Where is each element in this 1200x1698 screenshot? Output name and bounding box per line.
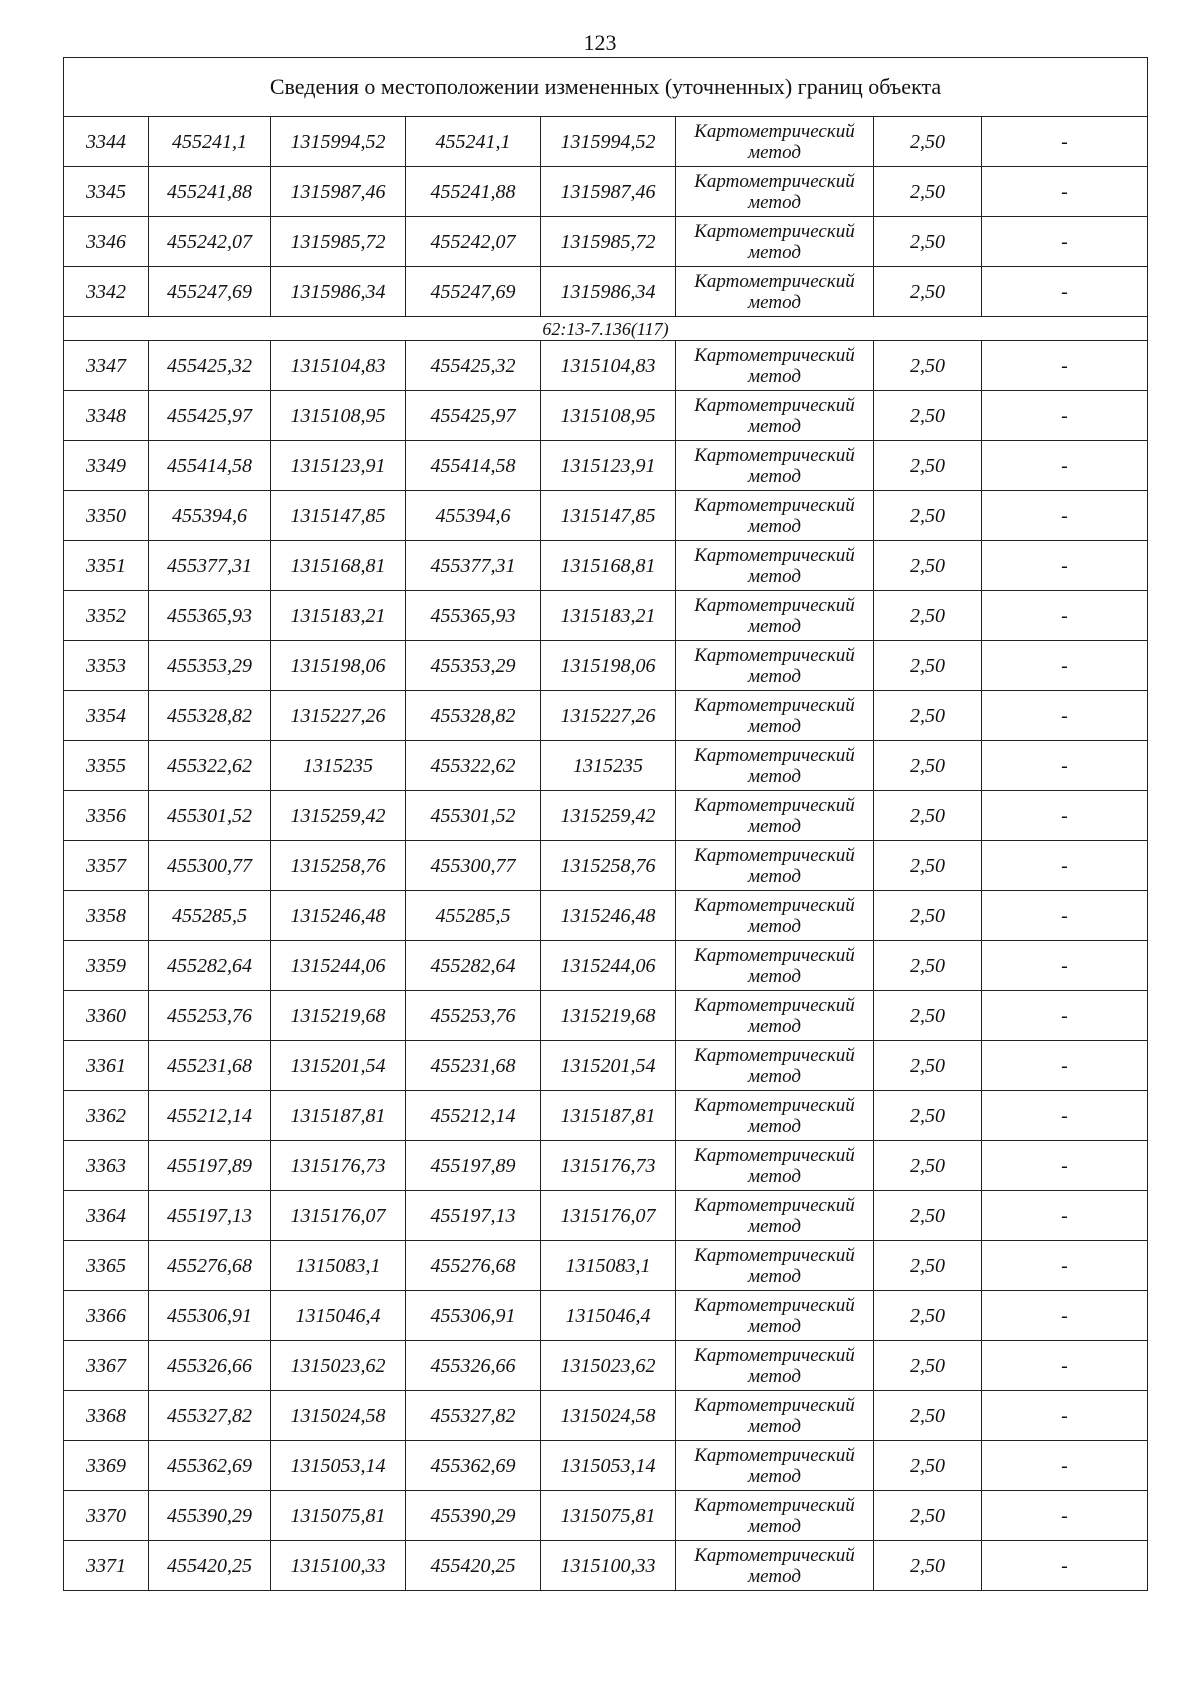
table-title: Сведения о местоположении измененных (уточненных) границ объекта: [64, 58, 1148, 117]
point-number-cell: 3355: [64, 741, 149, 791]
method-cell: Картометрический метод: [676, 217, 874, 267]
y-existing-cell: 1315147,85: [271, 491, 406, 541]
y-existing-cell: 1315201,54: [271, 1041, 406, 1091]
x-new-cell: 455212,14: [406, 1091, 541, 1141]
y-existing-cell: 1315187,81: [271, 1091, 406, 1141]
table-row: [64, 167, 1148, 217]
method-cell: Картометрический метод: [676, 1091, 874, 1141]
y-existing-cell: 1315100,33: [271, 1541, 406, 1591]
x-new-cell: 455282,64: [406, 941, 541, 991]
section-row: [64, 317, 1148, 341]
y-new-cell: 1315227,26: [541, 691, 676, 741]
accuracy-cell: 2,50: [874, 541, 982, 591]
x-existing-cell: 455285,5: [149, 891, 271, 941]
accuracy-cell: 2,50: [874, 391, 982, 441]
point-number-cell: 3369: [64, 1441, 149, 1491]
x-new-cell: 455365,93: [406, 591, 541, 641]
method-cell: Картометрический метод: [676, 341, 874, 391]
x-existing-cell: 455241,1: [149, 117, 271, 167]
method-cell: Картометрический метод: [676, 941, 874, 991]
accuracy-cell: 2,50: [874, 1391, 982, 1441]
table-row: [64, 341, 1148, 391]
accuracy-cell: 2,50: [874, 167, 982, 217]
point-number-cell: 3357: [64, 841, 149, 891]
table-row: [64, 1391, 1148, 1441]
y-new-cell: 1315168,81: [541, 541, 676, 591]
y-new-cell: 1315258,76: [541, 841, 676, 891]
x-new-cell: 455301,52: [406, 791, 541, 841]
method-cell: Картометрический метод: [676, 1291, 874, 1341]
y-existing-cell: 1315259,42: [271, 791, 406, 841]
table-row: [64, 491, 1148, 541]
y-existing-cell: 1315258,76: [271, 841, 406, 891]
x-existing-cell: 455276,68: [149, 1241, 271, 1291]
x-existing-cell: 455353,29: [149, 641, 271, 691]
accuracy-cell: 2,50: [874, 1541, 982, 1591]
note-cell: -: [982, 1241, 1148, 1291]
point-number-cell: 3348: [64, 391, 149, 441]
point-number-cell: 3370: [64, 1491, 149, 1541]
y-existing-cell: 1315075,81: [271, 1491, 406, 1541]
point-number-cell: 3356: [64, 791, 149, 841]
y-existing-cell: 1315246,48: [271, 891, 406, 941]
method-cell: Картометрический метод: [676, 991, 874, 1041]
y-new-cell: 1315187,81: [541, 1091, 676, 1141]
method-cell: Картометрический метод: [676, 391, 874, 441]
accuracy-cell: 2,50: [874, 441, 982, 491]
method-cell: Картометрический метод: [676, 1391, 874, 1441]
table-row: [64, 1191, 1148, 1241]
method-cell: Картометрический метод: [676, 791, 874, 841]
x-new-cell: 455390,29: [406, 1491, 541, 1541]
x-new-cell: 455231,68: [406, 1041, 541, 1091]
note-cell: -: [982, 1191, 1148, 1241]
accuracy-cell: 2,50: [874, 1441, 982, 1491]
accuracy-cell: 2,50: [874, 1241, 982, 1291]
y-new-cell: 1315023,62: [541, 1341, 676, 1391]
x-existing-cell: 455306,91: [149, 1291, 271, 1341]
accuracy-cell: 2,50: [874, 791, 982, 841]
accuracy-cell: 2,50: [874, 1491, 982, 1541]
note-cell: -: [982, 1391, 1148, 1441]
point-number-cell: 3353: [64, 641, 149, 691]
point-number-cell: 3360: [64, 991, 149, 1041]
table-row: [64, 391, 1148, 441]
y-new-cell: 1315046,4: [541, 1291, 676, 1341]
point-number-cell: 3361: [64, 1041, 149, 1091]
y-existing-cell: 1315024,58: [271, 1391, 406, 1441]
note-cell: -: [982, 1141, 1148, 1191]
y-existing-cell: 1315176,07: [271, 1191, 406, 1241]
note-cell: -: [982, 591, 1148, 641]
point-number-cell: 3362: [64, 1091, 149, 1141]
x-new-cell: 455253,76: [406, 991, 541, 1041]
note-cell: -: [982, 741, 1148, 791]
note-cell: -: [982, 691, 1148, 741]
x-new-cell: 455362,69: [406, 1441, 541, 1491]
table-row: [64, 691, 1148, 741]
y-existing-cell: 1315108,95: [271, 391, 406, 441]
y-new-cell: 1315075,81: [541, 1491, 676, 1541]
point-number-cell: 3352: [64, 591, 149, 641]
accuracy-cell: 2,50: [874, 341, 982, 391]
note-cell: -: [982, 391, 1148, 441]
accuracy-cell: 2,50: [874, 1191, 982, 1241]
note-cell: -: [982, 641, 1148, 691]
accuracy-cell: 2,50: [874, 1091, 982, 1141]
accuracy-cell: 2,50: [874, 691, 982, 741]
x-new-cell: 455322,62: [406, 741, 541, 791]
y-new-cell: 1315108,95: [541, 391, 676, 441]
x-existing-cell: 455322,62: [149, 741, 271, 791]
table-row: [64, 1441, 1148, 1491]
accuracy-cell: 2,50: [874, 117, 982, 167]
accuracy-cell: 2,50: [874, 991, 982, 1041]
method-cell: Картометрический метод: [676, 267, 874, 317]
y-new-cell: 1315244,06: [541, 941, 676, 991]
accuracy-cell: 2,50: [874, 267, 982, 317]
x-new-cell: 455242,07: [406, 217, 541, 267]
note-cell: -: [982, 117, 1148, 167]
x-existing-cell: 455241,88: [149, 167, 271, 217]
x-existing-cell: 455394,6: [149, 491, 271, 541]
x-existing-cell: 455362,69: [149, 1441, 271, 1491]
accuracy-cell: 2,50: [874, 641, 982, 691]
x-existing-cell: 455282,64: [149, 941, 271, 991]
point-number-cell: 3358: [64, 891, 149, 941]
point-number-cell: 3345: [64, 167, 149, 217]
table-row: [64, 991, 1148, 1041]
table-row: [64, 1041, 1148, 1091]
y-existing-cell: 1315168,81: [271, 541, 406, 591]
x-existing-cell: 455231,68: [149, 1041, 271, 1091]
y-new-cell: 1315235: [541, 741, 676, 791]
y-new-cell: 1315083,1: [541, 1241, 676, 1291]
accuracy-cell: 2,50: [874, 1291, 982, 1341]
table-row: [64, 791, 1148, 841]
section-label: 62:13-7.136(117): [64, 317, 1148, 341]
x-existing-cell: 455365,93: [149, 591, 271, 641]
y-new-cell: 1315053,14: [541, 1441, 676, 1491]
y-existing-cell: 1315104,83: [271, 341, 406, 391]
boundary-coordinates-table: [63, 57, 1148, 1591]
point-number-cell: 3342: [64, 267, 149, 317]
accuracy-cell: 2,50: [874, 891, 982, 941]
method-cell: Картометрический метод: [676, 591, 874, 641]
method-cell: Картометрический метод: [676, 1441, 874, 1491]
y-existing-cell: 1315023,62: [271, 1341, 406, 1391]
y-new-cell: 1315246,48: [541, 891, 676, 941]
note-cell: -: [982, 1441, 1148, 1491]
point-number-cell: 3359: [64, 941, 149, 991]
x-new-cell: 455300,77: [406, 841, 541, 891]
x-new-cell: 455377,31: [406, 541, 541, 591]
y-new-cell: 1315986,34: [541, 267, 676, 317]
point-number-cell: 3344: [64, 117, 149, 167]
note-cell: -: [982, 1041, 1148, 1091]
x-existing-cell: 455328,82: [149, 691, 271, 741]
y-existing-cell: 1315235: [271, 741, 406, 791]
x-existing-cell: 455425,32: [149, 341, 271, 391]
x-existing-cell: 455197,13: [149, 1191, 271, 1241]
method-cell: Картометрический метод: [676, 541, 874, 591]
table-row: [64, 941, 1148, 991]
point-number-cell: 3363: [64, 1141, 149, 1191]
note-cell: -: [982, 1091, 1148, 1141]
y-existing-cell: 1315244,06: [271, 941, 406, 991]
note-cell: -: [982, 1541, 1148, 1591]
y-existing-cell: 1315227,26: [271, 691, 406, 741]
x-new-cell: 455425,97: [406, 391, 541, 441]
y-existing-cell: 1315176,73: [271, 1141, 406, 1191]
y-existing-cell: 1315987,46: [271, 167, 406, 217]
y-new-cell: 1315176,07: [541, 1191, 676, 1241]
method-cell: Картометрический метод: [676, 167, 874, 217]
point-number-cell: 3371: [64, 1541, 149, 1591]
note-cell: -: [982, 491, 1148, 541]
y-existing-cell: 1315183,21: [271, 591, 406, 641]
y-existing-cell: 1315985,72: [271, 217, 406, 267]
y-existing-cell: 1315046,4: [271, 1291, 406, 1341]
y-existing-cell: 1315219,68: [271, 991, 406, 1041]
x-existing-cell: 455197,89: [149, 1141, 271, 1191]
x-new-cell: 455425,32: [406, 341, 541, 391]
table-row: [64, 217, 1148, 267]
x-new-cell: 455327,82: [406, 1391, 541, 1441]
table-row: [64, 1291, 1148, 1341]
y-existing-cell: 1315198,06: [271, 641, 406, 691]
y-existing-cell: 1315053,14: [271, 1441, 406, 1491]
note-cell: -: [982, 1491, 1148, 1541]
x-existing-cell: 455327,82: [149, 1391, 271, 1441]
table-row: [64, 1091, 1148, 1141]
x-new-cell: 455414,58: [406, 441, 541, 491]
x-existing-cell: 455242,07: [149, 217, 271, 267]
note-cell: -: [982, 841, 1148, 891]
note-cell: -: [982, 1341, 1148, 1391]
point-number-cell: 3351: [64, 541, 149, 591]
x-existing-cell: 455420,25: [149, 1541, 271, 1591]
x-new-cell: 455394,6: [406, 491, 541, 541]
x-new-cell: 455276,68: [406, 1241, 541, 1291]
table-row: [64, 1341, 1148, 1391]
y-new-cell: 1315994,52: [541, 117, 676, 167]
y-new-cell: 1315147,85: [541, 491, 676, 541]
x-existing-cell: 455253,76: [149, 991, 271, 1041]
x-new-cell: 455328,82: [406, 691, 541, 741]
point-number-cell: 3347: [64, 341, 149, 391]
note-cell: -: [982, 217, 1148, 267]
note-cell: -: [982, 541, 1148, 591]
point-number-cell: 3368: [64, 1391, 149, 1441]
x-new-cell: 455241,88: [406, 167, 541, 217]
x-new-cell: 455247,69: [406, 267, 541, 317]
x-existing-cell: 455425,97: [149, 391, 271, 441]
point-number-cell: 3346: [64, 217, 149, 267]
method-cell: Картометрический метод: [676, 891, 874, 941]
table-row: [64, 441, 1148, 491]
table-row: [64, 841, 1148, 891]
method-cell: Картометрический метод: [676, 441, 874, 491]
method-cell: Картометрический метод: [676, 491, 874, 541]
x-existing-cell: 455212,14: [149, 1091, 271, 1141]
point-number-cell: 3364: [64, 1191, 149, 1241]
y-existing-cell: 1315123,91: [271, 441, 406, 491]
accuracy-cell: 2,50: [874, 591, 982, 641]
x-existing-cell: 455300,77: [149, 841, 271, 891]
x-existing-cell: 455301,52: [149, 791, 271, 841]
table-row: [64, 541, 1148, 591]
table-body: [64, 58, 1148, 1591]
table-row: [64, 891, 1148, 941]
accuracy-cell: 2,50: [874, 1141, 982, 1191]
method-cell: Картометрический метод: [676, 1241, 874, 1291]
y-new-cell: 1315985,72: [541, 217, 676, 267]
table-row: [64, 591, 1148, 641]
table-row: [64, 1241, 1148, 1291]
point-number-cell: 3350: [64, 491, 149, 541]
note-cell: -: [982, 991, 1148, 1041]
x-new-cell: 455420,25: [406, 1541, 541, 1591]
y-new-cell: 1315176,73: [541, 1141, 676, 1191]
note-cell: -: [982, 267, 1148, 317]
table-row: [64, 1541, 1148, 1591]
table-row: [64, 267, 1148, 317]
table-row: [64, 1491, 1148, 1541]
y-new-cell: 1315219,68: [541, 991, 676, 1041]
y-new-cell: 1315183,21: [541, 591, 676, 641]
y-new-cell: 1315100,33: [541, 1541, 676, 1591]
y-existing-cell: 1315994,52: [271, 117, 406, 167]
accuracy-cell: 2,50: [874, 841, 982, 891]
y-new-cell: 1315123,91: [541, 441, 676, 491]
accuracy-cell: 2,50: [874, 741, 982, 791]
x-existing-cell: 455377,31: [149, 541, 271, 591]
table-row: [64, 741, 1148, 791]
x-new-cell: 455326,66: [406, 1341, 541, 1391]
point-number-cell: 3366: [64, 1291, 149, 1341]
x-existing-cell: 455414,58: [149, 441, 271, 491]
note-cell: -: [982, 441, 1148, 491]
x-new-cell: 455197,89: [406, 1141, 541, 1191]
y-existing-cell: 1315986,34: [271, 267, 406, 317]
method-cell: Картометрический метод: [676, 641, 874, 691]
method-cell: Картометрический метод: [676, 1191, 874, 1241]
method-cell: Картометрический метод: [676, 1341, 874, 1391]
page-number: 123: [583, 30, 617, 55]
method-cell: Картометрический метод: [676, 1491, 874, 1541]
method-cell: Картометрический метод: [676, 1041, 874, 1091]
method-cell: Картометрический метод: [676, 841, 874, 891]
y-existing-cell: 1315083,1: [271, 1241, 406, 1291]
x-new-cell: 455197,13: [406, 1191, 541, 1241]
x-existing-cell: 455247,69: [149, 267, 271, 317]
y-new-cell: 1315259,42: [541, 791, 676, 841]
x-new-cell: 455285,5: [406, 891, 541, 941]
y-new-cell: 1315024,58: [541, 1391, 676, 1441]
accuracy-cell: 2,50: [874, 491, 982, 541]
accuracy-cell: 2,50: [874, 1341, 982, 1391]
note-cell: -: [982, 167, 1148, 217]
y-new-cell: 1315198,06: [541, 641, 676, 691]
x-existing-cell: 455390,29: [149, 1491, 271, 1541]
y-new-cell: 1315201,54: [541, 1041, 676, 1091]
note-cell: -: [982, 1291, 1148, 1341]
method-cell: Картометрический метод: [676, 741, 874, 791]
y-new-cell: 1315104,83: [541, 341, 676, 391]
point-number-cell: 3367: [64, 1341, 149, 1391]
x-new-cell: 455241,1: [406, 117, 541, 167]
method-cell: Картометрический метод: [676, 691, 874, 741]
note-cell: -: [982, 941, 1148, 991]
note-cell: -: [982, 791, 1148, 841]
method-cell: Картометрический метод: [676, 1141, 874, 1191]
note-cell: -: [982, 891, 1148, 941]
y-new-cell: 1315987,46: [541, 167, 676, 217]
table-row: [64, 117, 1148, 167]
method-cell: Картометрический метод: [676, 1541, 874, 1591]
table-title-row: [64, 58, 1148, 117]
x-new-cell: 455353,29: [406, 641, 541, 691]
note-cell: -: [982, 341, 1148, 391]
accuracy-cell: 2,50: [874, 941, 982, 991]
accuracy-cell: 2,50: [874, 217, 982, 267]
point-number-cell: 3349: [64, 441, 149, 491]
x-new-cell: 455306,91: [406, 1291, 541, 1341]
table-row: [64, 1141, 1148, 1191]
point-number-cell: 3365: [64, 1241, 149, 1291]
accuracy-cell: 2,50: [874, 1041, 982, 1091]
method-cell: Картометрический метод: [676, 117, 874, 167]
table-row: [64, 641, 1148, 691]
point-number-cell: 3354: [64, 691, 149, 741]
x-existing-cell: 455326,66: [149, 1341, 271, 1391]
